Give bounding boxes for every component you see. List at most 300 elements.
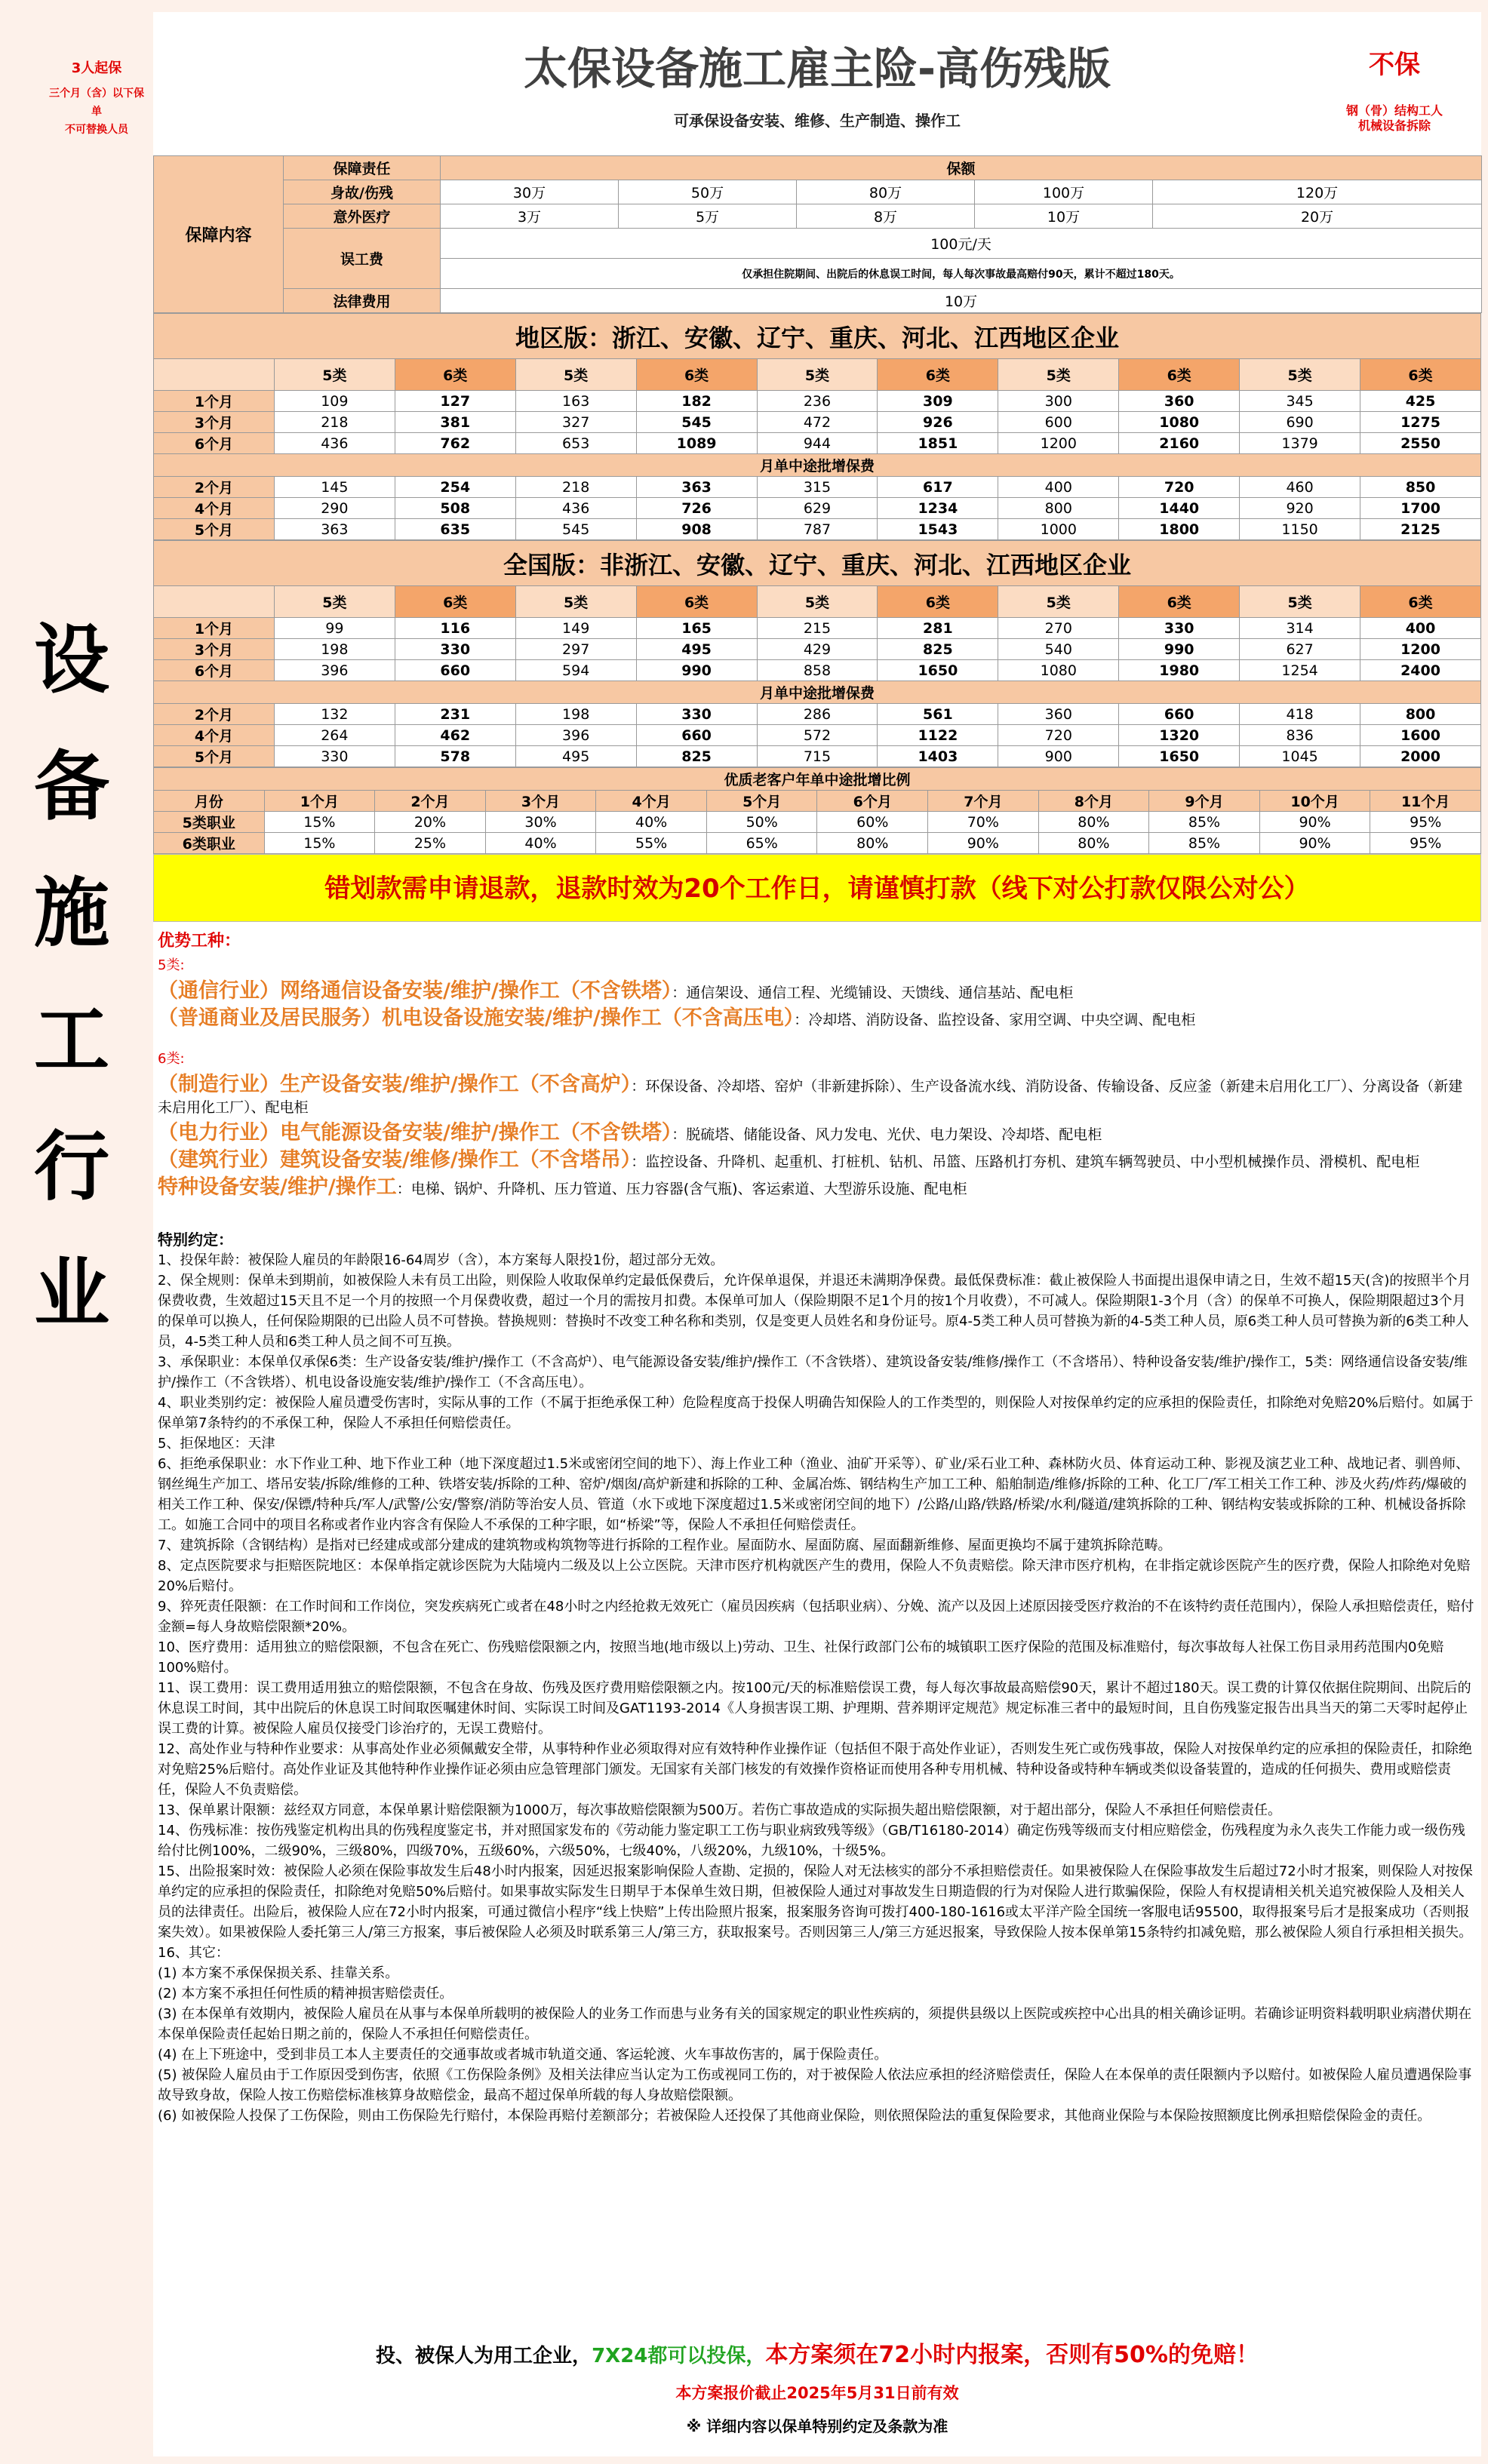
regional-price-table <box>153 313 1481 540</box>
advantage-item-desc: ：冷却塔、消防设备、监控设备、家用空调、中央空调、配电柜 <box>794 1012 1196 1028</box>
price-cell: 1600 <box>1360 725 1481 746</box>
term-item: (5) 被保险人雇员由于工作原因受到伤害，依照《工伤保险条例》及相关法律应当认定为工伤或视同工伤的，对于被保险人依法应承担的经济赔偿责任，保险人在本保单的责任限额内予以赔付。如被保险人雇员遭遇保险事故导致身故，保险人按工伤赔偿标准核算身故赔偿金，最高不超过保单所载的每人身故赔偿限额。 <box>158 2067 1472 2103</box>
term-item: 11、误工费用：误工费用适用独立的赔偿限额，不包含在身故、伤残及医疗费用赔偿限额之内。按100元/天的标准赔偿误工费，每人每次事故最高赔偿90天，累计不超过180天。误工费的计算仅依据住院期间、出院后的休息误工时间，其中出院后的休息误工时间取医嘱建休时间、实际误工时间及GAT1193-2014《人身损害误工期、护理期、营养期评定规范》规定标准三者中的最短时间，且自伤残鉴定报告出具当天的第二天零时起停止误工费的计算。被保险人雇员仅接受门诊治疗的，无误工费赔付。 <box>158 1680 1471 1737</box>
price-row-label: 5个月 <box>154 519 275 540</box>
advantage-item-desc: ：环保设备、冷却塔、窑炉（非新建拆除）、生产设备流水线、消防设备、传输设备、反应釜（新建未启用化工厂）、分离设备（新建未启用化工厂）、配电柜 <box>158 1078 1463 1116</box>
ratio-row <box>154 812 1481 833</box>
price-cell: 653 <box>515 433 636 454</box>
ratio-header-cell: 月份 <box>154 791 265 812</box>
term-item: 9、猝死责任限额：在工作时间和工作岗位，突发疾病死亡或者在48小时之内经抢救无效死亡（雇员因疾病（包括职业病）、分娩、流产以及因上述原因接受医疗救治的不在该特约责任范围内），保险人承担赔偿责任，赔付金额=每人身故赔偿限额*20%。 <box>158 1599 1474 1635</box>
price-cell: 572 <box>757 725 878 746</box>
lost-wage-value: 100元/天 <box>441 229 1482 259</box>
price-cell: 290 <box>274 498 395 519</box>
ratio-cell: 65% <box>706 833 817 854</box>
ratio-cell: 30% <box>485 812 596 833</box>
ratio-header-cell: 3个月 <box>485 791 596 812</box>
ratio-cell: 25% <box>375 833 486 854</box>
class-cell: 6类 <box>636 586 757 618</box>
price-cell: 1080 <box>1119 412 1240 433</box>
price-cell: 300 <box>998 391 1119 412</box>
price-cell: 660 <box>395 660 515 681</box>
legal-value: 10万 <box>441 289 1482 313</box>
advantage-item <box>158 1150 1477 1172</box>
special-terms <box>158 1230 1477 2126</box>
short-policy-line2: 不可替换人员 <box>65 124 128 136</box>
regional-rows <box>154 391 1481 454</box>
price-cell: 145 <box>274 477 395 498</box>
term-item: (3) 在本保单有效期内，被保险人雇员在从事与本保单所载明的被保险人的业务工作而患与业务有关的国家规定的职业性疾病的，须提供县级以上医院或疾控中心出具的相关确诊证明。若确诊证明资料载明职业病潜伏期在本保单保险责任起始日期之前的，保险人不承担任何赔偿责任。 <box>158 2006 1472 2042</box>
ratio-header-cell: 10个月 <box>1259 791 1370 812</box>
coverage-cell: 30万 <box>441 180 619 204</box>
class-cell: 5类 <box>274 359 395 391</box>
col-amount: 保额 <box>441 156 1482 180</box>
price-cell: 345 <box>1240 391 1360 412</box>
ratio-cell: 40% <box>596 812 707 833</box>
ratio-header-cell: 5个月 <box>706 791 817 812</box>
ratio-cell: 90% <box>1259 812 1370 833</box>
price-row-label: 6个月 <box>154 433 275 454</box>
term-item: (4) 在上下班途中，受到非员工本人主要责任的交通事故或者城市轨道交通、客运轮渡、火车事故伤害的，属于保险责任。 <box>158 2047 888 2063</box>
price-cell: 149 <box>515 618 636 639</box>
price-row <box>154 639 1481 660</box>
ratio-cell: 15% <box>264 833 375 854</box>
ratio-cell: 95% <box>1370 812 1481 833</box>
price-cell: 1234 <box>878 498 998 519</box>
ratio-cell: 40% <box>485 833 596 854</box>
ratio-header-cell: 4个月 <box>596 791 707 812</box>
national-title: 全国版：非浙江、安徽、辽宁、重庆、河北、江西地区企业 <box>154 541 1481 586</box>
price-row-label: 5个月 <box>154 746 275 767</box>
price-cell: 254 <box>395 477 515 498</box>
ratio-header-cell: 1个月 <box>264 791 375 812</box>
price-cell: 1700 <box>1360 498 1481 519</box>
price-cell: 165 <box>636 618 757 639</box>
price-cell: 236 <box>757 391 878 412</box>
class-cell: 5类 <box>998 359 1119 391</box>
price-cell: 132 <box>274 704 395 725</box>
ratio-cell: 20% <box>375 812 486 833</box>
price-cell: 400 <box>1360 618 1481 639</box>
price-cell: 825 <box>636 746 757 767</box>
price-cell: 944 <box>757 433 878 454</box>
footer <box>153 2336 1481 2436</box>
advantage-item-title: （通信行业）网络通信设备安装/维护/操作工（不含铁塔） <box>158 979 672 1003</box>
advantage-item-desc: ：通信架设、通信工程、光缆铺设、天馈线、通信基站、配电柜 <box>672 985 1074 1001</box>
price-cell: 720 <box>1119 477 1240 498</box>
regional-mid-rows <box>154 477 1481 540</box>
price-cell: 218 <box>274 412 395 433</box>
class-cell: 5类 <box>1240 586 1360 618</box>
price-cell: 436 <box>515 498 636 519</box>
coverage-cell: 50万 <box>619 180 797 204</box>
class-cell: 5类 <box>757 586 878 618</box>
coverage-cell: 8万 <box>797 204 975 229</box>
short-policy-line1: 三个月（含）以下保单 <box>49 88 144 118</box>
term-item: 12、高处作业与特种作业要求：从事高处作业必须佩戴安全带，从事特种作业必须取得对应有效特种作业操作证（包括但不限于高处作业证），否则发生死亡或伤残事故，保险人对按保单约定的应承担的保险责任，扣除绝对免赔25%后赔付。高处作业证及其他特种作业操作证必须由应急管理部门颁发。无国家有关部门核发的有效操作资格证而使用各种专用机械、特种设备或特种车辆或类似设备装置的，造成的任何损失、费用或赔偿责任，保险人不负责赔偿。 <box>158 1741 1472 1798</box>
price-cell: 286 <box>757 704 878 725</box>
min-insured-note <box>48 57 146 139</box>
price-row <box>154 412 1481 433</box>
price-cell: 617 <box>878 477 998 498</box>
class5-label: 5类: <box>158 957 185 973</box>
refund-banner: 错划款需申请退款，退款时效为20个工作日，请谨慎打款（线下对公打款仅限公对公） <box>153 854 1481 922</box>
price-cell: 508 <box>395 498 515 519</box>
side-title <box>23 616 121 1338</box>
side-title-char: 行 <box>34 1123 109 1211</box>
price-cell: 1650 <box>1119 746 1240 767</box>
ratio-table <box>153 767 1481 854</box>
ratio-cell: 85% <box>1149 833 1260 854</box>
class-cell: 5类 <box>515 586 636 618</box>
price-row <box>154 498 1481 519</box>
coverage-cell: 20万 <box>1153 204 1482 229</box>
price-cell: 1254 <box>1240 660 1360 681</box>
price-cell: 281 <box>878 618 998 639</box>
term-item: 2、保全规则：保单未到期前，如被保险人未有员工出险，则保险人收取保单约定最低保费后，允许保单退保，并退还未满期净保费。最低保费标准：截止被保险人书面提出退保申请之日，生效不超15天(含)的按照半个月保费收费，生效超过15天且不足一个月的按照一个月保费收费，超过一个月的需按月扣费。本保单可加人（保险期限不足1个月的按1个月收费），不可减人。保险期限1-3个月（含）的保单不可换人，保险期限超过3个月的保单可以换人，任何保险期限的已出险人员不可替换。替换规则：替换时不改变工种名称和类别，仅是变更人员姓名和身份证号。原4-5类工种人员可替换为新的4-5类工种人员，原6类工种人员可替换为新的6类工种人员，4-5类工种人员和6类工种人员之间不可互换。 <box>158 1273 1471 1350</box>
exclusion-line2: 机械设备拆除 <box>1357 118 1431 133</box>
price-cell: 1150 <box>1240 519 1360 540</box>
price-cell: 327 <box>515 412 636 433</box>
price-cell: 2550 <box>1360 433 1481 454</box>
price-row-label: 6个月 <box>154 660 275 681</box>
price-row <box>154 746 1481 767</box>
price-cell: 660 <box>636 725 757 746</box>
price-cell: 330 <box>636 704 757 725</box>
advantage-item <box>158 1123 1477 1145</box>
price-cell: 1200 <box>1360 639 1481 660</box>
advantage-item-title: （建筑行业）建筑设备安装/维修/操作工（不含塔吊） <box>158 1148 632 1172</box>
price-cell: 109 <box>274 391 395 412</box>
term-item: 13、保单累计限额：兹经双方同意，本保单累计赔偿限额为1000万，每次事故赔偿限额为500万。若伤亡事故造成的实际损失超出赔偿限额，对于超出部分，保险人不承担任何赔偿责任。 <box>158 1802 1282 1818</box>
advantage-item-title: （制造行业）生产设备安装/维护/操作工（不含高炉） <box>158 1073 632 1096</box>
coverage-row-name: 身故/伤残 <box>284 180 441 204</box>
ratio-cell: 85% <box>1149 812 1260 833</box>
term-item: 14、伤残标准：按伤残鉴定机构出具的伤残程度鉴定书，并对照国家发布的《劳动能力鉴定职工工伤与职业病致残等级》（GB/T16180-2014）确定伤残等级而支付相应赔偿金，伤残程度为永久丧失工作能力或一级伤残给付比例100%，二级90%，三级80%，四级70%，五级60%，六级50%，七级40%，八级20%，九级10%，十级5%。 <box>158 1823 1465 1859</box>
price-cell: 1000 <box>998 519 1119 540</box>
class-header-blank <box>154 359 275 391</box>
class-cell: 5类 <box>1240 359 1360 391</box>
price-cell: 270 <box>998 618 1119 639</box>
price-cell: 578 <box>395 746 515 767</box>
price-cell: 215 <box>757 618 878 639</box>
term-item: (1) 本方案不承保保损关系、挂靠关系。 <box>158 1965 399 1981</box>
price-cell: 762 <box>395 433 515 454</box>
ratio-cell: 50% <box>706 812 817 833</box>
ratio-cell: 15% <box>264 812 375 833</box>
price-cell: 330 <box>395 639 515 660</box>
footer-report-note: 本方案须在72小时内报案，否则有50%的免赔！ <box>765 2342 1259 2368</box>
price-cell: 2125 <box>1360 519 1481 540</box>
class6-label: 6类: <box>158 1051 185 1067</box>
exclusion-title: 不保 <box>1369 50 1420 80</box>
price-cell: 127 <box>395 391 515 412</box>
price-cell: 460 <box>1240 477 1360 498</box>
price-cell: 264 <box>274 725 395 746</box>
price-cell: 629 <box>757 498 878 519</box>
coverage-cell: 5万 <box>619 204 797 229</box>
main-sheet <box>49 12 1481 2456</box>
term-item: (6) 如被保险人投保了工伤保险，则由工伤保险先行赔付，本保险再赔付差额部分；若被保险人还投保了其他商业保险，则依照保险法的重复保险要求，其他商业保险与本保险按照额度比例承担赔偿保险金的责任。 <box>158 2108 1431 2124</box>
price-cell: 1851 <box>878 433 998 454</box>
price-cell: 561 <box>878 704 998 725</box>
price-row <box>154 725 1481 746</box>
price-row-label: 3个月 <box>154 639 275 660</box>
price-cell: 363 <box>636 477 757 498</box>
price-cell: 990 <box>1119 639 1240 660</box>
price-cell: 381 <box>395 412 515 433</box>
class-header-blank <box>154 586 275 618</box>
class-cell: 5类 <box>998 586 1119 618</box>
price-cell: 360 <box>998 704 1119 725</box>
price-cell: 800 <box>998 498 1119 519</box>
price-cell: 1543 <box>878 519 998 540</box>
class-cell: 6类 <box>1360 359 1481 391</box>
coverage-cell: 100万 <box>975 180 1153 204</box>
price-cell: 462 <box>395 725 515 746</box>
col-resp: 保障责任 <box>284 156 441 180</box>
class-cell: 5类 <box>757 359 878 391</box>
price-row-label: 3个月 <box>154 412 275 433</box>
price-cell: 314 <box>1240 618 1360 639</box>
ratio-cell: 95% <box>1370 833 1481 854</box>
footer-disclaimer: ※ 详细内容以保单特别约定及条款为准 <box>686 2417 948 2435</box>
term-item: 15、出险报案时效：被保险人必须在保险事故发生后48小时内报案，因延迟报案影响保险人查勘、定损的，保险人对无法核实的部分不承担赔偿责任。如果被保险人在保险事故发生后超过72小时才报案，则保险人对按保单约定的应承担的保险责任，扣除绝对免赔50%后赔付。如果事故实际发生日期早于本保单生效日期，但被保险人通过对事故发生日期造假的行为对保险人进行欺骗保险，保险人有权提请相关机关追究被保险人及相关人员的法律责任。出险后，被保险人应在72小时内报案，可通过微信小程序“线上快赔”上传出险照片报案，报案服务咨询可拨打400-180-1616或太平洋产险全国统一客服电话95500，取得报案号后才是报案成功（否则报案失效）。如果被保险人委托第三人/第三方报案，事后被保险人必须及时联系第三人/第三方，获取报案号。否则因第三人/第三方延迟报案，导致保险人按本保单第15条特约扣减免赔，那么被保险人须自行承担相关损失。 <box>158 1863 1473 1940</box>
legal-label: 法律费用 <box>284 289 441 313</box>
term-item: 16、其它： <box>158 1945 229 1961</box>
terms-title: 特别约定： <box>158 1230 233 1249</box>
price-cell: 787 <box>757 519 878 540</box>
regional-title: 地区版：浙江、安徽、辽宁、重庆、河北、江西地区企业 <box>154 314 1481 359</box>
price-row-label: 2个月 <box>154 477 275 498</box>
price-row-label: 4个月 <box>154 498 275 519</box>
price-cell: 1440 <box>1119 498 1240 519</box>
price-row-label: 2个月 <box>154 704 275 725</box>
class-cell: 6类 <box>395 359 515 391</box>
national-mid-rows <box>154 704 1481 767</box>
page-subtitle: 可承保设备安装、维修、生产制造、操作工 <box>674 112 961 130</box>
coverage-cell: 3万 <box>441 204 619 229</box>
advantage-item <box>158 1008 1477 1031</box>
price-cell: 627 <box>1240 639 1360 660</box>
price-cell: 396 <box>274 660 395 681</box>
ratio-header-cell: 11个月 <box>1370 791 1481 812</box>
ratio-header-cell: 6个月 <box>817 791 928 812</box>
ratio-rows <box>154 791 1481 854</box>
term-item: 3、承保职业：本保单仅承保6类：生产设备安装/维护/操作工（不含高炉）、电气能源设备安装/维护/操作工（不含铁塔）、建筑设备安装/维修/操作工（不含塔吊）、特种设备安装/维护/操作工，5类：网络通信设备安装/维护/操作工（不含铁塔）、机电设备设施安装/维护/操作工（不含高压电）。 <box>158 1354 1468 1390</box>
ratio-cell: 90% <box>1259 833 1370 854</box>
class-cell: 6类 <box>636 359 757 391</box>
price-cell: 425 <box>1360 391 1481 412</box>
term-item: (2) 本方案不承担任何性质的精神损害赔偿责任。 <box>158 1986 453 2002</box>
term-item: 4、职业类别约定：被保险人雇员遭受伤害时，实际从事的工作（不属于拒绝承保工种）危险程度高于投保人明确告知保险人的工作类型的，则保险人对按保单约定的应承担的保险责任，扣除绝对免赔20%后赔付。如属于保单第7条特约的不承保工种，保险人不承担任何赔偿责任。 <box>158 1395 1474 1431</box>
advantage-item-title: 特种设备安装/维护/操作工 <box>158 1175 397 1199</box>
price-cell: 231 <box>395 704 515 725</box>
price-cell: 495 <box>636 639 757 660</box>
price-cell: 690 <box>1240 412 1360 433</box>
price-cell: 858 <box>757 660 878 681</box>
price-cell: 1275 <box>1360 412 1481 433</box>
price-cell: 1200 <box>998 433 1119 454</box>
price-cell: 363 <box>274 519 395 540</box>
price-cell: 495 <box>515 746 636 767</box>
advantage-title: 优势工种： <box>158 932 241 951</box>
ratio-cell: 90% <box>928 833 1039 854</box>
price-row <box>154 618 1481 639</box>
regional-mid-title: 月单中途批增保费 <box>154 454 1481 477</box>
price-cell: 635 <box>395 519 515 540</box>
price-cell: 1403 <box>878 746 998 767</box>
ratio-cell: 55% <box>596 833 707 854</box>
price-row <box>154 519 1481 540</box>
coverage-table <box>153 155 1482 313</box>
class-cell: 6类 <box>878 586 998 618</box>
footer-line1 <box>153 2336 1481 2369</box>
price-cell: 218 <box>515 477 636 498</box>
price-cell: 297 <box>515 639 636 660</box>
price-row <box>154 660 1481 681</box>
coverage-group-label: 保障内容 <box>154 156 284 313</box>
ratio-cell: 60% <box>817 812 928 833</box>
advantage-item <box>158 981 1477 1003</box>
class-cell: 5类 <box>274 586 395 618</box>
class-cell: 6类 <box>1119 359 1240 391</box>
price-row-label: 1个月 <box>154 391 275 412</box>
price-cell: 309 <box>878 391 998 412</box>
ratio-cell: 80% <box>817 833 928 854</box>
coverage-cell: 80万 <box>797 180 975 204</box>
price-cell: 396 <box>515 725 636 746</box>
price-cell: 330 <box>274 746 395 767</box>
price-cell: 2000 <box>1360 746 1481 767</box>
price-cell: 1080 <box>998 660 1119 681</box>
ratio-row-label: 6类职业 <box>154 833 265 854</box>
advantage-section <box>153 922 1481 2126</box>
price-cell: 545 <box>636 412 757 433</box>
ratio-header-row <box>154 791 1481 812</box>
advantage-item <box>158 1074 1477 1118</box>
price-cell: 900 <box>998 746 1119 767</box>
price-row <box>154 433 1481 454</box>
price-row-label: 4个月 <box>154 725 275 746</box>
price-cell: 720 <box>998 725 1119 746</box>
price-cell: 472 <box>757 412 878 433</box>
price-cell: 182 <box>636 391 757 412</box>
class-header-row <box>154 586 1481 618</box>
class-cell: 6类 <box>1360 586 1481 618</box>
price-cell: 429 <box>757 639 878 660</box>
ratio-title: 优质老客户年单中途批增比例 <box>154 768 1481 791</box>
min-insured-label: 3人起保 <box>71 60 122 76</box>
price-cell: 1089 <box>636 433 757 454</box>
coverage-row-name: 意外医疗 <box>284 204 441 229</box>
ratio-header-cell: 9个月 <box>1149 791 1260 812</box>
price-cell: 330 <box>1119 618 1240 639</box>
exclusion-line1: 钢（骨）结构工人 <box>1345 103 1443 118</box>
term-item: 7、建筑拆除（含钢结构）是指对已经建成或部分建成的建筑物或构筑物等进行拆除的工程作业。屋面防水、屋面防腐、屋面翻新维修、屋面更换均不属于建筑拆除范畴。 <box>158 1538 1172 1553</box>
price-cell: 1122 <box>878 725 998 746</box>
term-item: 8、定点医院要求与拒赔医院地区：本保单指定就诊医院为大陆境内二级及以上公立医院。天津市医疗机构就医产生的费用，保险人不负责赔偿。除天津市医疗机构，在非指定就诊医院产生的医疗费，保险人扣除绝对免赔20%后赔付。 <box>158 1558 1471 1594</box>
ratio-cell: 70% <box>928 812 1039 833</box>
ratio-row-label: 5类职业 <box>154 812 265 833</box>
class-cell: 6类 <box>395 586 515 618</box>
side-title-char: 业 <box>34 1249 109 1338</box>
advantage-item-special <box>158 1177 1477 1200</box>
price-cell: 1320 <box>1119 725 1240 746</box>
national-rows <box>154 618 1481 681</box>
lost-wage-label: 误工费 <box>284 229 441 289</box>
advantage-item-title: （电力行业）电气能源设备安装/维护/操作工（不含铁塔） <box>158 1121 672 1144</box>
price-cell: 163 <box>515 391 636 412</box>
ratio-header-cell: 7个月 <box>928 791 1039 812</box>
short-policy-note <box>48 84 146 139</box>
class-header-row <box>154 359 1481 391</box>
price-cell: 198 <box>515 704 636 725</box>
price-row-label: 1个月 <box>154 618 275 639</box>
class-cell: 6类 <box>878 359 998 391</box>
side-title-char: 工 <box>34 996 109 1084</box>
price-row <box>154 704 1481 725</box>
price-cell: 436 <box>274 433 395 454</box>
price-cell: 2400 <box>1360 660 1481 681</box>
coverage-cell: 120万 <box>1153 180 1482 204</box>
price-cell: 660 <box>1119 704 1240 725</box>
price-row <box>154 477 1481 498</box>
footer-employer-note: 投、被保人为用工企业， <box>376 2345 592 2367</box>
price-cell: 198 <box>274 639 395 660</box>
price-cell: 1045 <box>1240 746 1360 767</box>
price-cell: 850 <box>1360 477 1481 498</box>
price-cell: 990 <box>636 660 757 681</box>
term-item: 1、投保年龄：被保险人雇员的年龄限16-64周岁（含），本方案每人限投1份，超过部分无效。 <box>158 1252 724 1268</box>
price-cell: 99 <box>274 618 395 639</box>
ratio-header-cell: 8个月 <box>1038 791 1149 812</box>
national-mid-title: 月单中途批增保费 <box>154 681 1481 704</box>
price-cell: 545 <box>515 519 636 540</box>
class-cell: 5类 <box>515 359 636 391</box>
national-price-table <box>153 540 1481 767</box>
price-cell: 926 <box>878 412 998 433</box>
price-cell: 315 <box>757 477 878 498</box>
footer-anytime-note: 7X24都可以投保， <box>592 2345 766 2367</box>
price-cell: 908 <box>636 519 757 540</box>
price-row <box>154 391 1481 412</box>
advantage-item-desc: ：脱硫塔、储能设备、风力发电、光伏、电力架设、冷却塔、配电柜 <box>672 1126 1102 1143</box>
ratio-cell: 80% <box>1038 833 1149 854</box>
term-item: 5、拒保地区：天津 <box>158 1436 275 1452</box>
price-cell: 1980 <box>1119 660 1240 681</box>
price-cell: 1379 <box>1240 433 1360 454</box>
price-cell: 600 <box>998 412 1119 433</box>
price-cell: 400 <box>998 477 1119 498</box>
price-cell: 836 <box>1240 725 1360 746</box>
side-title-char: 备 <box>34 742 109 831</box>
price-cell: 2160 <box>1119 433 1240 454</box>
advantage-item-desc: ：电梯、锅炉、升降机、压力管道、压力容器(含气瓶)、客运索道、大型游乐设施、配电柜 <box>396 1181 967 1197</box>
side-title-char: 施 <box>34 869 109 957</box>
exclusion-note <box>1308 44 1481 134</box>
price-cell: 418 <box>1240 704 1360 725</box>
coverage-cell: 10万 <box>975 204 1153 229</box>
footer-validity: 本方案报价截止2025年5月31日前有效 <box>675 2384 959 2402</box>
term-item: 10、医疗费用：适用独立的赔偿限额，不包含在死亡、伤残赔偿限额之内，按照当地(地市级以上)劳动、卫生、社保行政部门公布的城镇职工医疗保险的范围及标准赔付，每次事故每人社保工伤目录用药范围内0免赔100%赔付。 <box>158 1639 1444 1676</box>
page-title: 太保设备施工雇主险-高伤残版 <box>523 43 1111 94</box>
side-title-char: 设 <box>34 616 109 704</box>
price-cell: 825 <box>878 639 998 660</box>
price-cell: 1650 <box>878 660 998 681</box>
price-cell: 594 <box>515 660 636 681</box>
price-cell: 800 <box>1360 704 1481 725</box>
advantage-item-title: （普通商业及居民服务）机电设备设施安装/维护/操作工（不含高压电） <box>158 1006 795 1030</box>
